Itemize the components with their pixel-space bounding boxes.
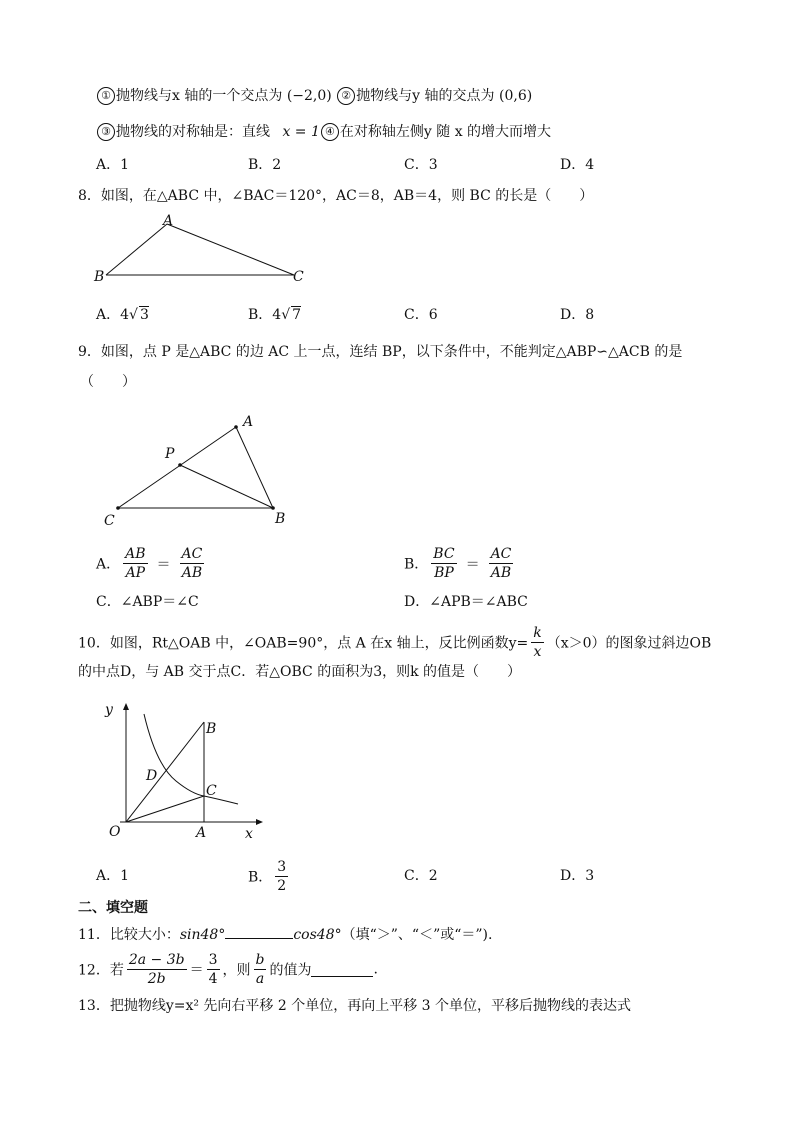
q7-option-b[interactable]: B．2 [248,157,282,173]
q10-hyperbola-curve [144,714,238,804]
q10-label-y: y [105,702,113,718]
q8-label-b: B [94,269,105,285]
q9-option-a-fraction-1: $\frac{AB}{AP}$ [125,546,146,581]
q10-option-b-fraction: $\frac{3}{2}$ [277,859,287,894]
q9-label-c: C [104,513,115,529]
q11-sin-term: sin48° [179,927,226,943]
section-2-title: 二、填空题 [78,900,148,916]
q11-prefix: 11．比较大小： [78,927,180,943]
q7-statement-row-2 [96,122,551,142]
q12-prefix: 12．若 [78,962,124,979]
q8-triangle-figure [90,214,320,286]
q9-option-b-prefix: B． [404,556,429,573]
q11-answer-blank[interactable] [225,924,293,939]
q10-stem-line-2: 的中点D，与 AB 交于点C．若△OBC 的面积为3，则k 的值是（ ） [78,664,522,680]
q9-option-a[interactable] [96,545,207,582]
sqrt-icon: √ [129,307,138,323]
q7-statement-row-1 [96,86,532,106]
q10-option-a[interactable]: A．1 [96,868,130,884]
q9-option-a-prefix: A． [96,556,121,573]
q8-option-b-radicand: 7 [292,307,302,323]
q7-point-2: (0,6) [499,88,533,104]
q7-statement-1: 抛物线与x 轴的一个交点为 [116,88,283,104]
q7-option-d[interactable]: D．4 [560,157,595,173]
q8-option-d[interactable]: D．8 [560,307,595,323]
q7-mark-2: ② [337,87,355,105]
q10-label-a: A [196,825,207,841]
q10-coordinate-figure [100,700,270,845]
q8-option-b[interactable] [248,305,301,325]
q10-label-b: B [206,721,217,737]
q9-option-b[interactable] [404,545,516,582]
q7-mark-4: ④ [321,123,339,141]
q9-option-a-fraction-2: $\frac{AC}{AB}$ [181,546,203,581]
q7-axis-equation: x = 1 [282,124,320,140]
q8-label-c: C [293,269,304,285]
q10-option-d[interactable]: D．3 [560,868,595,884]
q9-label-p: P [165,446,175,462]
q8-option-a-radicand: 3 [139,307,149,323]
q11-suffix: （填“＞”、“＜”或“＝”). [341,927,493,943]
q11-line [78,924,492,945]
q8-label-a: A [163,214,174,229]
q7-statement-2: 抛物线与y 轴的交点为 [356,88,495,104]
q9-label-b: B [275,511,286,527]
q7-option-c[interactable]: C．3 [404,157,438,173]
q10-label-c: C [206,783,217,799]
q12-fraction-1: $\frac{2a - 3b}{2b}$ [128,952,185,987]
q9-stem: 9．如图，点 P 是△ABC 的边 AC 上一点，连结 BP，以下条件中，不能判定△ABP∽△ACB 的是 [78,344,683,360]
q8-option-a[interactable] [96,305,149,325]
q10-label-x: x [245,826,253,842]
q7-mark-3: ③ [97,123,115,141]
q12-fraction-2: $\frac{3}{4}$ [208,952,218,987]
q9-triangle-figure [96,408,306,532]
q10-option-b[interactable] [248,858,291,895]
q7-statement-3: 抛物线的对称轴是：直线 [116,124,270,140]
q13-stem: 13．把抛物线y=x² 先向右平移 2 个单位，再向上平移 3 个单位，平移后抛物线的表达式 [78,998,632,1014]
sqrt-icon: √ [281,307,291,323]
q8-option-b-prefix: B．4 [248,307,282,323]
q8-option-a-prefix: A．4 [96,307,130,323]
q12-end: . [373,961,378,978]
q12-equals: ＝ [189,962,204,979]
q9-option-c[interactable]: C．∠ABP＝∠C [96,594,199,610]
q10-stem-part-1: 10．如图，Rt△OAB 中，∠OAB=90°，点 A 在x 轴上，反比例函数y= [78,635,529,652]
q8-stem: 8．如图，在△ABC 中，∠BAC＝120°，AC＝8，AB＝4，则 BC 的长是（ ） [78,188,594,204]
q9-option-b-fraction-1: $\frac{BC}{BP}$ [433,546,455,581]
q10-option-c[interactable]: C．2 [404,868,438,884]
q10-segment-ob [126,722,204,822]
q8-side-ab [106,224,167,275]
q9-option-b-fraction-2: $\frac{AC}{AB}$ [490,546,512,581]
q9-segment-bp [180,465,273,508]
q10-stem-line-1 [78,624,711,661]
q10-label-d: D [146,768,158,784]
q10-option-b-prefix: B． [248,869,273,886]
q7-point-1: (−2,0) [286,88,332,104]
q10-stem-fraction: $\frac{k}{x}$ [533,625,542,660]
q8-side-ac [167,224,294,275]
q10-segment-oc [126,796,204,822]
q12-fraction-3: $\frac{b}{a}$ [255,952,265,987]
q9-side-ac [118,427,236,508]
q7-mark-1: ① [97,87,115,105]
q8-option-c[interactable]: C．6 [404,307,438,323]
q7-statement-4: 在对称轴左侧y 随 x 的增大而增大 [339,124,552,140]
q12-suffix: 的值为 [269,962,312,979]
q9-side-ab [236,427,273,508]
q9-option-b-equals: ＝ [465,556,480,573]
q9-option-a-equals: ＝ [156,556,171,573]
q10-stem-part-2: （x＞0）的图象过斜边OB [546,635,712,652]
q7-option-a[interactable]: A．1 [96,157,130,173]
q12-answer-blank[interactable] [311,962,373,977]
q9-answer-paren: （ ） [80,374,136,390]
q9-label-a: A [243,414,254,430]
q9-option-d[interactable]: D．∠APB＝∠ABC [404,594,528,610]
q12-mid: ，则 [222,962,251,979]
q12-line [78,951,378,988]
q10-label-o: O [109,824,121,840]
q11-cos-term: cos48° [293,927,342,943]
